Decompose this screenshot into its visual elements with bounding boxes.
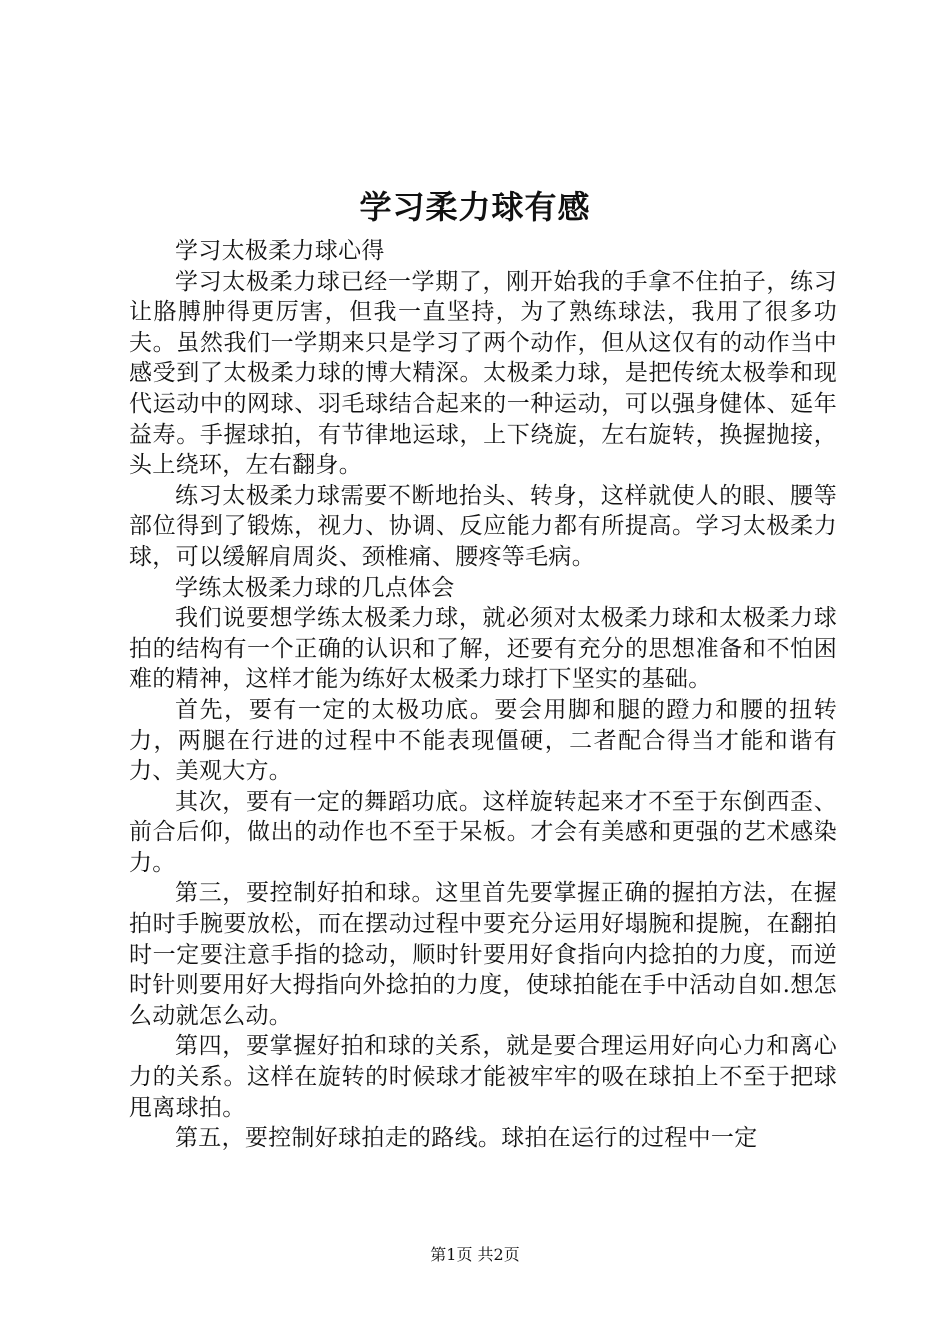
paragraph: 首先，要有一定的太极功底。要会用脚和腿的蹬力和腰的扭转力，两腿在行进的过程中不能表现僵硬，二者配合得当才能和谐有力、美观大方。 bbox=[129, 696, 837, 785]
document-body bbox=[129, 236, 837, 1154]
section-heading-xinde: 学习太极柔力球心得 bbox=[175, 238, 385, 264]
paragraph: 我们说要想学练太极柔力球，就必须对太极柔力球和太极柔力球拍的结构有一个正确的认识和了解，还要有充分的思想准备和不怕困难的精神，这样才能为练好太极柔力球打下坚实的基础。 bbox=[129, 605, 837, 693]
paragraph: 第五，要控制好球拍走的路线。球拍在运行的过程中一定 bbox=[175, 1125, 758, 1152]
document-title: 学习柔力球有感 bbox=[359, 188, 591, 226]
paragraph: 其次，要有一定的舞蹈功底。这样旋转起来才不至于东倒西歪、前合后仰，做出的动作也不至于呆板。才会有美感和更强的艺术感染力。 bbox=[129, 788, 837, 876]
section-heading-tihui: 学练太极柔力球的几点体会 bbox=[175, 574, 455, 601]
paragraph: 第四，要掌握好拍和球的关系，就是要合理运用好向心力和离心力的关系。这样在旋转的时候球才能被牢牢的吸在球拍上不至于把球甩离球拍。 bbox=[129, 1033, 837, 1121]
paragraph: 第三，要控制好拍和球。这里首先要掌握正确的握拍方法，在握拍时手腕要放松，而在摆动过程中要充分运用好塌腕和提腕，在翻拍时一定要注意手指的捻动，顺时针要用好食指向内捻拍的力度，而逆时针则要用好大拇指向外捻拍的力度，使球拍能在手中活动自如.想怎么动就怎么动。 bbox=[129, 880, 837, 1029]
paragraph: 练习太极柔力球需要不断地抬头、转身，这样就使人的眼、腰等部位得到了锻炼，视力、协调、反应能力都有所提高。学习太极柔力球，可以缓解肩周炎、颈椎痛、腰疼等毛病。 bbox=[129, 482, 837, 570]
page-footer: 第1页 共2页 bbox=[430, 1245, 520, 1264]
paragraph: 学习太极柔力球已经一学期了，刚开始我的手拿不住拍子，练习让胳膊肿得更厉害，但我一直坚持，为了熟练球法，我用了很多功夫。虽然我们一学期来只是学习了两个动作，但从这仅有的动作当中感受到了太极柔力球的博大精深。太极柔力球，是把传统太极拳和现代运动中的网球、羽毛球结合起来的一种运动，可以强身健体、延年益寿。手握球拍，有节律地运球，上下绕旋，左右旋转，换握抛接，头上绕环，左右翻身。 bbox=[129, 268, 837, 479]
